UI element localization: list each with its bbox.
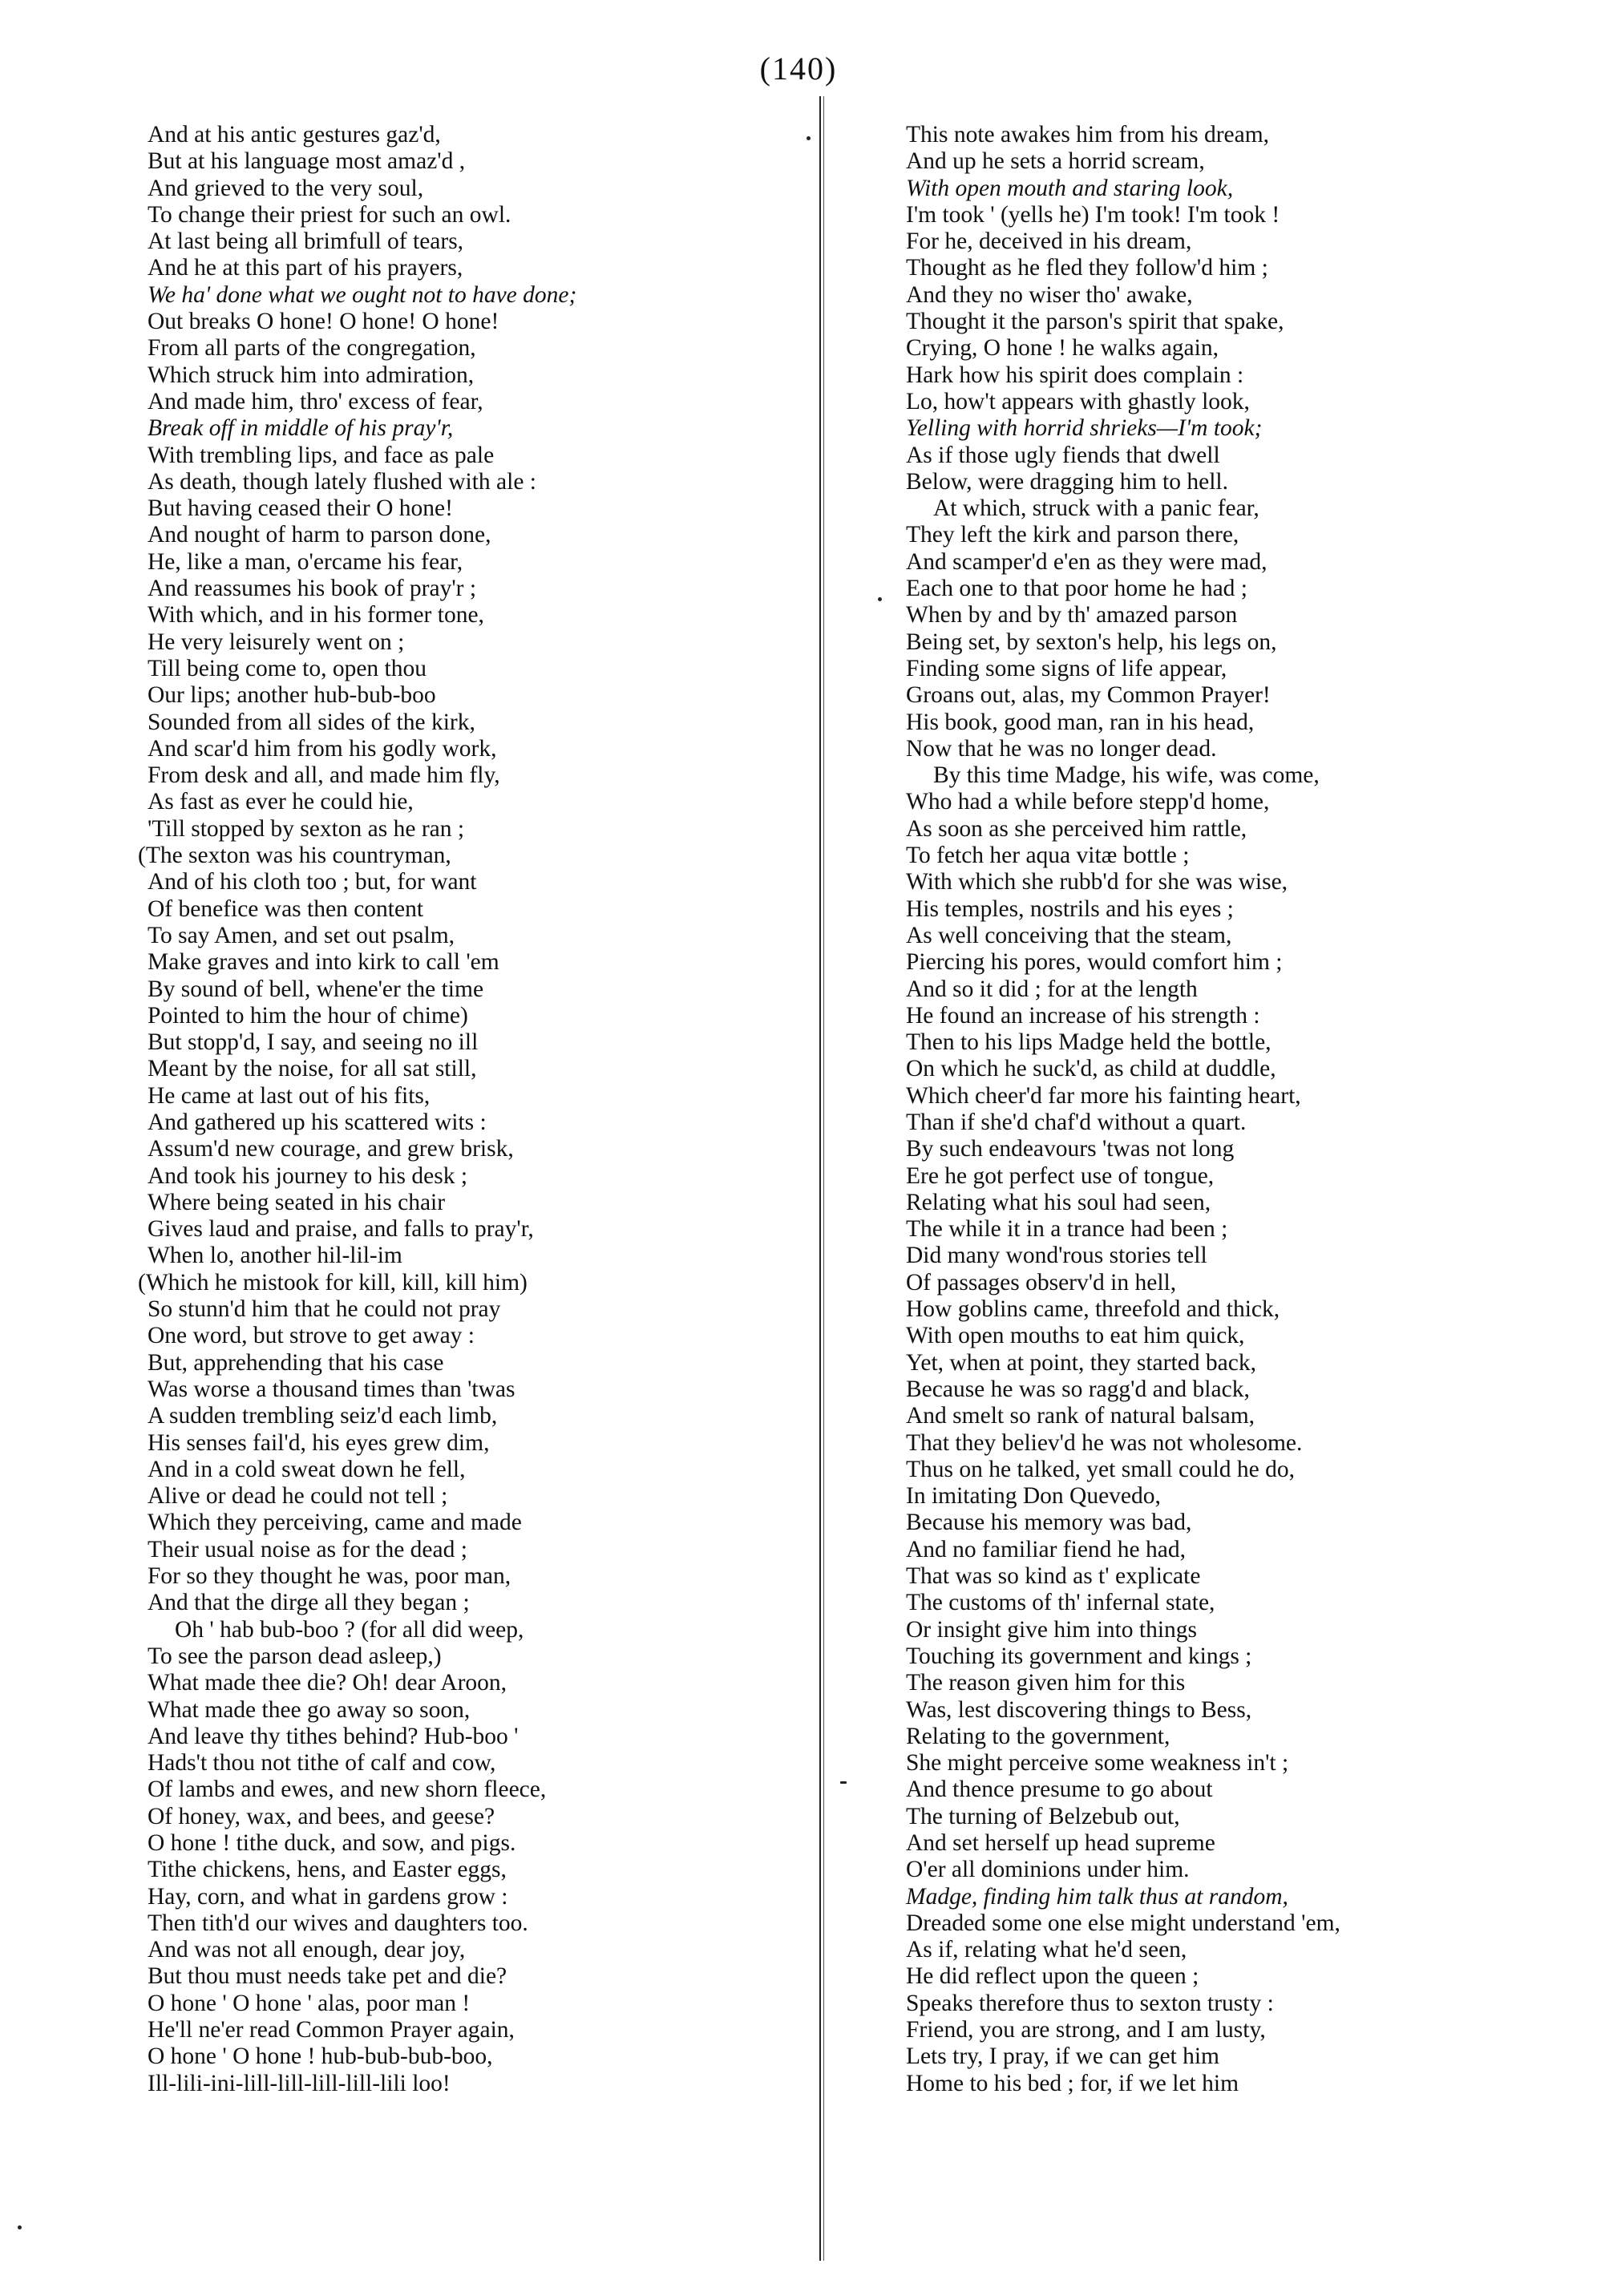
poem-line: Make graves and into kirk to call 'em <box>148 949 499 976</box>
poem-line: Oh ' hab bub-boo ? (for all did weep, <box>175 1616 524 1643</box>
poem-line: His temples, nostrils and his eyes ; <box>906 895 1234 922</box>
poem-line: Being set, by sexton's help, his legs on, <box>906 629 1277 655</box>
poem-line: But thou must needs take pet and die? <box>148 1963 507 1990</box>
poem-line: (The sexton was his countryman, <box>138 843 451 869</box>
poem-line: Break off in middle of his pray'r, <box>148 415 454 442</box>
poem-line: One word, but strove to get away : <box>148 1323 475 1349</box>
poem-line: Pointed to him the hour of chime) <box>148 1002 468 1029</box>
poem-line: Meant by the noise, for all sat still, <box>148 1056 477 1082</box>
ink-speck <box>18 2225 22 2229</box>
poem-line: And smelt so rank of natural balsam, <box>906 1403 1255 1429</box>
poem-line: By this time Madge, his wife, was come, <box>933 762 1320 789</box>
poem-line: And no familiar fiend he had, <box>906 1536 1186 1562</box>
poem-line: Sounded from all sides of the kirk, <box>148 709 475 735</box>
poem-line: With which, and in his former tone, <box>148 602 484 629</box>
poem-line: As well conceiving that the steam, <box>906 922 1232 948</box>
poem-line: Which struck him into admiration, <box>148 362 475 388</box>
poem-line: Because he was so ragg'd and black, <box>906 1376 1250 1402</box>
poem-line: Hark how his spirit does complain : <box>906 362 1244 388</box>
poem-line: Madge, finding him talk thus at random, <box>906 1883 1288 1910</box>
poem-line: O hone ' O hone ' alas, poor man ! <box>148 1990 471 2016</box>
poem-line: How goblins came, threefold and thick, <box>906 1296 1280 1323</box>
poem-line: Of passages observ'd in hell, <box>906 1269 1177 1296</box>
poem-line: Thought as he fled they follow'd him ; <box>906 255 1268 281</box>
poem-line: And reassumes his book of pray'r ; <box>148 576 477 602</box>
poem-line: What made thee die? Oh! dear Aroon, <box>148 1670 507 1696</box>
poem-line: The while it in a trance had been ; <box>906 1216 1228 1243</box>
left-column <box>138 122 805 2097</box>
poem-line: Yelling with horrid shrieks—I'm took; <box>906 415 1263 442</box>
ink-speck <box>840 1781 847 1784</box>
poem-line: As death, though lately flushed with ale : <box>148 468 537 495</box>
poem-line: Finding some signs of life appear, <box>906 655 1227 681</box>
poem-line: To change their priest for such an owl. <box>148 201 511 228</box>
poem-line: And in a cold sweat down he fell, <box>148 1456 466 1482</box>
poem-line: Who had a while before stepp'd home, <box>906 789 1270 815</box>
poem-line: Gives laud and praise, and falls to pray'r, <box>148 1216 534 1243</box>
poem-line: From all parts of the congregation, <box>148 335 476 362</box>
poem-line: Alive or dead he could not tell ; <box>148 1483 448 1510</box>
poem-line: Lets try, I pray, if we can get him <box>906 2043 1220 2070</box>
poem-line: Relating to the government, <box>906 1723 1170 1749</box>
poem-line: And scar'd him from his godly work, <box>148 735 497 762</box>
poem-line: By sound of bell, whene'er the time <box>148 976 484 1002</box>
poem-line: As fast as ever he could hie, <box>148 789 414 815</box>
poem-line: He came at last out of his fits, <box>148 1082 431 1109</box>
poem-line: But having ceased their O hone! <box>148 495 453 522</box>
poem-line: And he at this part of his prayers, <box>148 255 463 281</box>
poem-line: At which, struck with a panic fear, <box>933 495 1259 522</box>
poem-line: When lo, another hil-lil-im <box>148 1243 402 1269</box>
poem-line: With which she rubb'd for she was wise, <box>906 869 1288 895</box>
poem-line: Then to his lips Madge held the bottle, <box>906 1029 1272 1056</box>
poem-line: He found an increase of his strength : <box>906 1002 1260 1029</box>
poem-line: O hone ! tithe duck, and sow, and pigs. <box>148 1830 516 1856</box>
page-number: (140) <box>759 51 838 87</box>
poem-line: Of benefice was then content <box>148 895 424 922</box>
poem-line: Speaks therefore thus to sexton trusty : <box>906 1990 1274 2016</box>
poem-line: And gathered up his scattered wits : <box>148 1109 487 1135</box>
poem-line: But at his language most amaz'd , <box>148 148 466 175</box>
poem-line: And set herself up head supreme <box>906 1830 1215 1856</box>
poem-line: That was so kind as t' explicate <box>906 1563 1201 1590</box>
poem-line: Each one to that poor home he had ; <box>906 576 1247 602</box>
poem-line: Dreaded some one else might understand 'em, <box>906 1910 1340 1936</box>
poem-line: To say Amen, and set out psalm, <box>148 922 455 948</box>
poem-line: Hay, corn, and what in gardens grow : <box>148 1883 508 1910</box>
poem-line: Assum'd new courage, and grew brisk, <box>148 1136 514 1162</box>
poem-line: Relating what his soul had seen, <box>906 1189 1211 1215</box>
poem-line: And made him, thro' excess of fear, <box>148 388 483 414</box>
poem-line: Was worse a thousand times than 'twas <box>148 1376 515 1402</box>
poem-line: And so it did ; for at the length <box>906 976 1198 1002</box>
poem-line: Touching its government and kings ; <box>906 1643 1252 1669</box>
poem-line: When by and by th' amazed parson <box>906 602 1238 629</box>
poem-line: Was, lest discovering things to Bess, <box>906 1696 1252 1723</box>
column-divider <box>819 96 821 2261</box>
poem-line: Hads't thou not tithe of calf and cow, <box>148 1750 496 1777</box>
poem-line: O hone ' O hone ! hub-bub-bub-boo, <box>148 2043 493 2070</box>
poem-line: Because his memory was bad, <box>906 1510 1192 1536</box>
poem-line: Crying, O hone ! he walks again, <box>906 335 1219 362</box>
poem-line: Or insight give him into things <box>906 1616 1198 1643</box>
poem-line: Of lambs and ewes, and new shorn fleece, <box>148 1777 547 1803</box>
poem-line: So stunn'd him that he could not pray <box>148 1296 501 1323</box>
poem-line: He'll ne'er read Common Prayer again, <box>148 2017 515 2043</box>
poem-line: And leave thy tithes behind? Hub-boo ' <box>148 1723 519 1749</box>
poem-line: They left the kirk and parson there, <box>906 522 1239 548</box>
poem-line: 'Till stopped by sexton as he ran ; <box>148 815 465 842</box>
poem-line: Now that he was no longer dead. <box>906 735 1217 762</box>
poem-line: The turning of Belzebub out, <box>906 1803 1180 1829</box>
poem-line: She might perceive some weakness in't ; <box>906 1750 1289 1777</box>
poem-line: The reason given him for this <box>906 1670 1186 1696</box>
poem-line: Did many wond'rous stories tell <box>906 1243 1207 1269</box>
poem-line: Below, were dragging him to hell. <box>906 468 1228 495</box>
poem-line: Where being seated in his chair <box>148 1189 446 1215</box>
poem-line: But stopp'd, I say, and seeing no ill <box>148 1029 479 1056</box>
poem-line: Their usual noise as for the dead ; <box>148 1536 467 1562</box>
poem-line: Of honey, wax, and bees, and geese? <box>148 1803 495 1829</box>
poem-line: Friend, you are strong, and I am lusty, <box>906 2017 1266 2043</box>
poem-line: And was not all enough, dear joy, <box>148 1937 466 1963</box>
poem-line: With open mouth and staring look, <box>906 175 1234 201</box>
poem-line: Thought it the parson's spirit that spake, <box>906 309 1284 335</box>
poem-line: The customs of th' infernal state, <box>906 1590 1215 1616</box>
poem-line: And scamper'd e'en as they were mad, <box>906 548 1267 575</box>
ink-speck <box>807 136 811 140</box>
poem-line: Lo, how't appears with ghastly look, <box>906 388 1250 414</box>
poem-line: On which he suck'd, as child at duddle, <box>906 1056 1276 1082</box>
poem-line: Till being come to, open thou <box>148 655 427 681</box>
poem-line: He did reflect upon the queen ; <box>906 1963 1199 1990</box>
poem-line: For he, deceived in his dream, <box>906 228 1192 255</box>
poem-line: Groans out, alas, my Common Prayer! <box>906 682 1271 709</box>
poem-line: Out breaks O hone! O hone! O hone! <box>148 309 499 335</box>
poem-line: He, like a man, o'ercame his fear, <box>148 548 463 575</box>
poem-line: (Which he mistook for kill, kill, kill him) <box>138 1269 528 1296</box>
poem-line: With trembling lips, and face as pale <box>148 442 495 468</box>
poem-line: And up he sets a horrid scream, <box>906 148 1205 175</box>
poem-line: And at his antic gestures gaz'd, <box>148 122 441 148</box>
poem-line: Our lips; another hub-bub-boo <box>148 682 436 709</box>
poem-line: With open mouths to eat him quick, <box>906 1323 1245 1349</box>
poem-line: He very leisurely went on ; <box>148 629 405 655</box>
poem-line: Tithe chickens, hens, and Easter eggs, <box>148 1857 507 1883</box>
poem-line: By such endeavours 'twas not long <box>906 1136 1235 1162</box>
poem-line: At last being all brimfull of tears, <box>148 228 464 255</box>
poem-line: To see the parson dead asleep,) <box>148 1643 442 1669</box>
poem-line: We ha' done what we ought not to have done; <box>148 281 577 308</box>
poem-line: I'm took ' (yells he) I'm took! I'm took ! <box>906 201 1280 228</box>
poem-line: A sudden trembling seiz'd each limb, <box>148 1403 498 1429</box>
poem-line: Than if she'd chaf'd without a quart. <box>906 1109 1247 1135</box>
poem-line: Piercing his pores, would comfort him ; <box>906 949 1283 976</box>
right-column <box>906 122 1539 2097</box>
poem-line: His senses fail'd, his eyes grew dim, <box>148 1429 490 1456</box>
poem-line: Thus on he talked, yet small could he do, <box>906 1456 1296 1482</box>
poem-line: For so they thought he was, poor man, <box>148 1563 511 1590</box>
poem-line: His book, good man, ran in his head, <box>906 709 1255 735</box>
poem-line: In imitating Don Quevedo, <box>906 1483 1161 1510</box>
poem-line: And nought of harm to parson done, <box>148 522 491 548</box>
poem-line: This note awakes him from his dream, <box>906 122 1270 148</box>
poem-line: And thence presume to go about <box>906 1777 1213 1803</box>
poem-line: As if, relating what he'd seen, <box>906 1937 1187 1963</box>
poem-line: And took his journey to his desk ; <box>148 1162 468 1189</box>
poem-line: That they believ'd he was not wholesome. <box>906 1429 1303 1456</box>
poem-line: Ere he got perfect use of tongue, <box>906 1162 1215 1189</box>
poem-line: Which cheer'd far more his fainting heart, <box>906 1082 1301 1109</box>
column-divider-inner <box>823 96 824 2261</box>
poem-line: To fetch her aqua vitæ bottle ; <box>906 843 1190 869</box>
poem-line: O'er all dominions under him. <box>906 1857 1190 1883</box>
poem-line: And that the dirge all they began ; <box>148 1590 470 1616</box>
poem-line: What made thee go away so soon, <box>148 1696 471 1723</box>
poem-line: As soon as she perceived him rattle, <box>906 815 1247 842</box>
poem-line: Then tith'd our wives and daughters too. <box>148 1910 528 1936</box>
poem-line: And grieved to the very soul, <box>148 175 424 201</box>
poem-line: But, apprehending that his case <box>148 1349 444 1376</box>
ink-speck <box>878 597 882 601</box>
poem-line: As if those ugly fiends that dwell <box>906 442 1220 468</box>
poem-line: Yet, when at point, they started back, <box>906 1349 1256 1376</box>
poem-line: Ill-lili-ini-lill-lill-lill-lill-lili loo! <box>148 2070 451 2096</box>
poem-line: And of his cloth too ; but, for want <box>148 869 477 895</box>
poem-line: Which they perceiving, came and made <box>148 1510 522 1536</box>
poem-line: From desk and all, and made him fly, <box>148 762 500 789</box>
poem-line: And they no wiser tho' awake, <box>906 281 1193 308</box>
poem-line: Home to his bed ; for, if we let him <box>906 2070 1239 2096</box>
